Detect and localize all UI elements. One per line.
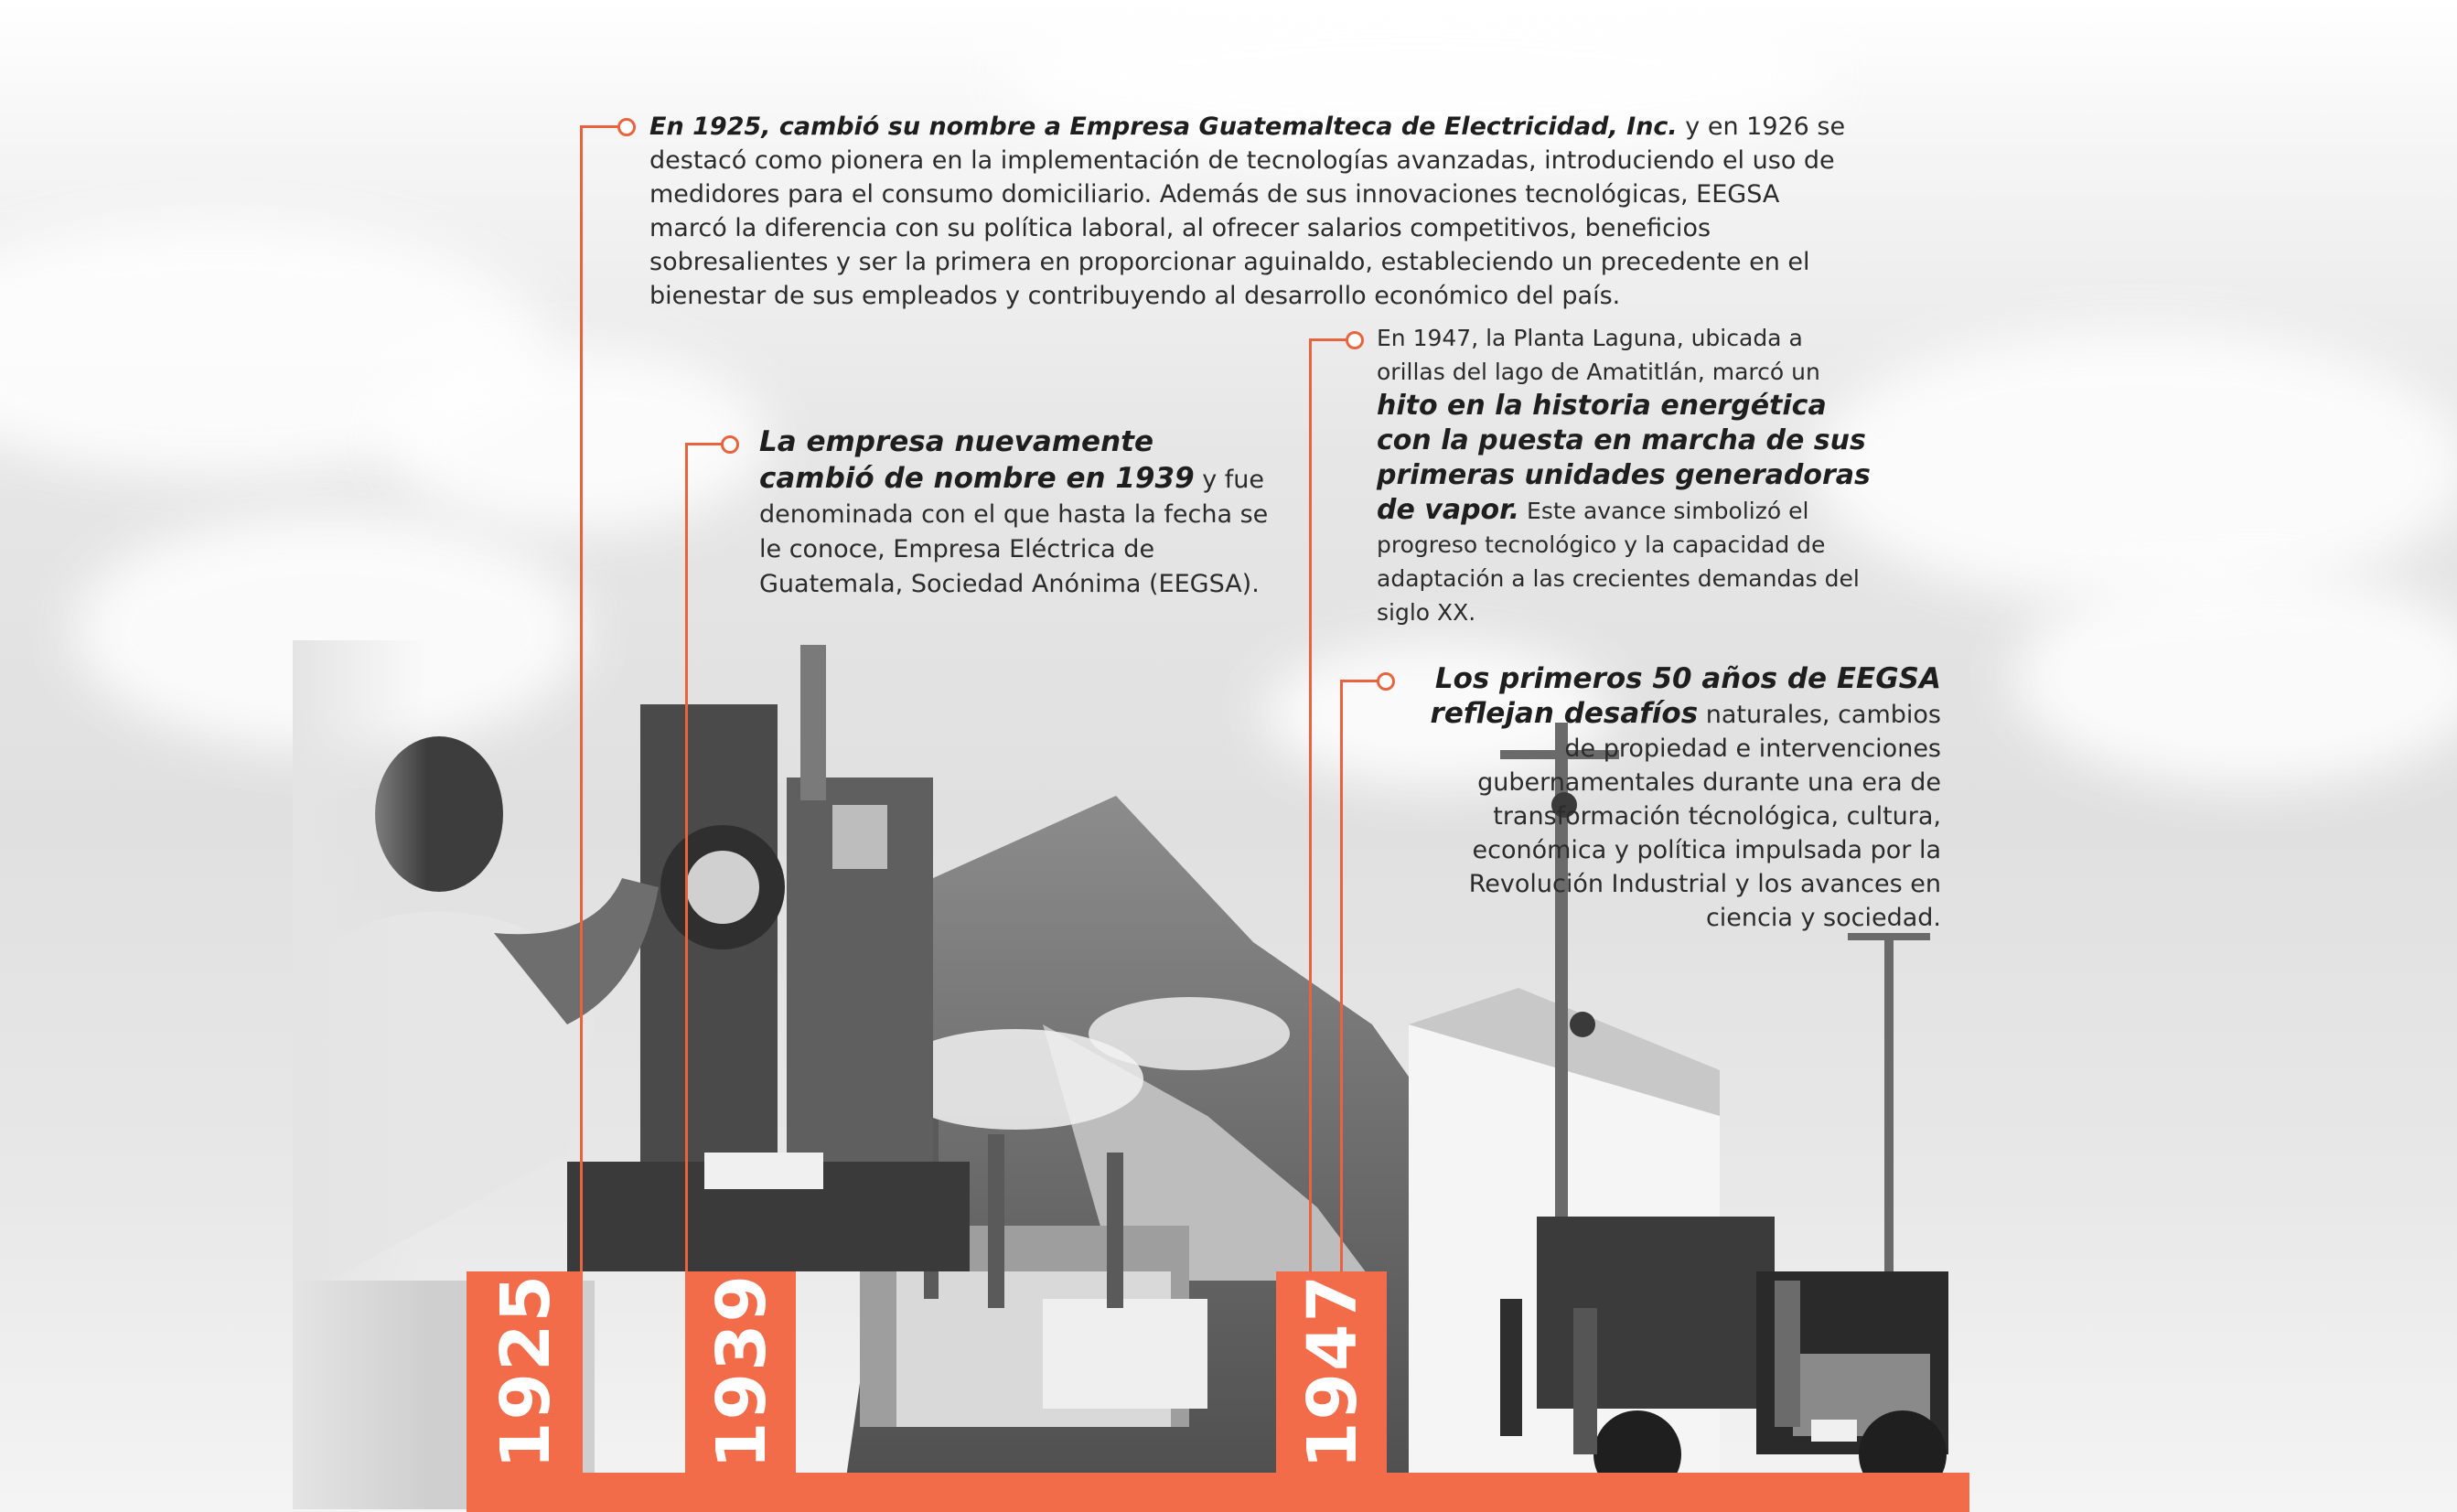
- connector-50-years: [1340, 681, 1343, 1271]
- year-label-1939: 1939: [703, 1273, 781, 1469]
- entry-1947-lead: En 1947, la Planta Laguna, ubicada a orillas del lago de Amatitlán, marcó un: [1377, 325, 1820, 385]
- connector-1947: [1309, 340, 1312, 1271]
- entry-1925-text: [649, 110, 1857, 313]
- connector-1925: [580, 127, 583, 1271]
- entry-50-years-text: [1427, 662, 1941, 935]
- connector-dot-1939: [721, 435, 739, 454]
- entry-1925-body: y en 1926 se destacó como pionera en la implementación de tecnologías avanzadas, introduciendo el uso de medidores para el consumo domiciliario. Además de sus innovaciones tecnológicas, EEGSA marcó la diferencia con su política laboral, al ofrecer salarios competitivos, beneficios sobresalientes y ser la primera en proporcionar aguinaldo, estableciendo un precedente en el bienestar de sus empleados y contribuyendo al desarrollo económico del país.: [649, 113, 1846, 310]
- entry-1939-body: y fue denominada con el que hasta la fecha se le conoce, Empresa Eléctrica de Guatemala, Sociedad Anónima (EEGSA).: [759, 466, 1269, 598]
- connector-dot-1947: [1346, 331, 1364, 349]
- cloud: [384, 348, 768, 531]
- entry-1947-heading: hito en la historia energética con la puesta en marcha de sus primeras unidades generadoras de vapor.: [1377, 390, 1871, 526]
- cloud: [2012, 567, 2457, 787]
- entry-1939-heading: La empresa nuevamente cambió de nombre en 1939: [759, 425, 1195, 495]
- connector-dot-1925: [617, 118, 636, 136]
- connector-50-years-h: [1340, 680, 1381, 682]
- entry-1947-body: Este avance simbolizó el progreso tecnológico y la capacidad de adaptación a las crecientes demandas del siglo XX.: [1377, 498, 1860, 626]
- entry-1925-heading: En 1925, cambió su nombre a Empresa Guatemalteca de Electricidad, Inc.: [649, 113, 1678, 141]
- year-label-1925: 1925: [487, 1273, 565, 1469]
- cloud: [1811, 329, 2457, 604]
- connector-dot-50-years: [1377, 672, 1395, 691]
- entry-1939-text: [759, 424, 1271, 602]
- timeline-base-bar: [467, 1473, 1969, 1512]
- connector-1947-h: [1309, 338, 1350, 341]
- entry-50-years-heading: Los primeros 50 años de EEGSA reflejan desafíos: [1430, 662, 1941, 730]
- entry-1947-text: [1377, 321, 1871, 629]
- entry-50-years-body: naturales, cambios de propiedad e intervenciones gubernamentales durante una era de transformación técnológica, cultura, económica y política impulsada por la Revolución Industrial y los avances en ciencia y sociedad.: [1468, 701, 1941, 932]
- year-label-1947: 1947: [1293, 1273, 1372, 1469]
- connector-1939: [685, 445, 688, 1271]
